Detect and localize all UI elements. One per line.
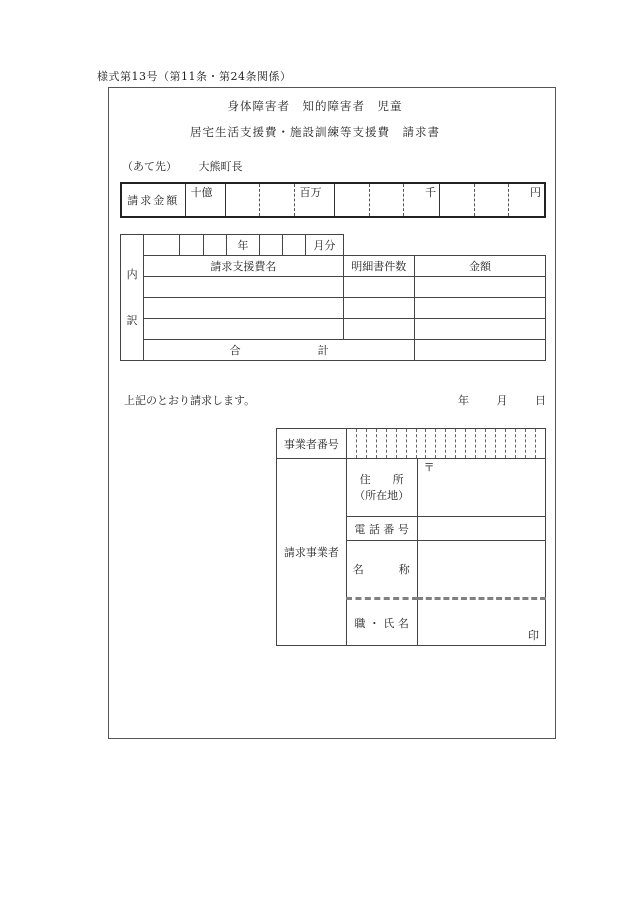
side-label-top: 内 — [126, 267, 138, 281]
year-label: 年 — [226, 235, 259, 256]
phone-label: 電 話 番 号 — [346, 517, 417, 541]
year-digit[interactable] — [203, 235, 226, 256]
amount-table — [120, 182, 546, 218]
unit-thousand: 千 — [404, 183, 440, 217]
unit-billion: 十億 — [185, 183, 225, 217]
row-amount-cell[interactable] — [415, 277, 546, 298]
total-right: 計 — [317, 344, 329, 357]
seal-mark: 印 — [528, 629, 539, 642]
operator-number-label: 事業者番号 — [277, 429, 347, 459]
row-name-cell[interactable] — [144, 319, 343, 340]
amount-digit[interactable] — [335, 183, 369, 217]
address-label: 住 所 — [359, 472, 404, 486]
form-number: 様式第13号（第11条・第24条関係） — [97, 70, 292, 83]
total-amount-cell[interactable] — [415, 340, 546, 361]
address-label-cell — [346, 459, 417, 517]
postal-mark: 〒 — [423, 461, 435, 474]
amount-digit[interactable] — [440, 183, 474, 217]
amount-digit[interactable] — [260, 183, 294, 217]
breakdown-side-label — [121, 235, 144, 361]
breakdown-table — [120, 234, 546, 361]
unit-yen: 円 — [509, 183, 545, 217]
amount-label: 請求金額 — [127, 194, 180, 207]
row-amount-cell[interactable] — [415, 298, 546, 319]
month-digit[interactable] — [283, 235, 306, 256]
title-line-1: 身体障害者 知的障害者 児童 — [227, 99, 403, 113]
phone-field[interactable] — [417, 517, 545, 541]
month-label: 月分 — [306, 235, 343, 256]
claimant-label: 請求事業者 — [277, 459, 347, 646]
position-name-field[interactable] — [417, 599, 545, 646]
total-label — [144, 340, 415, 361]
date-year: 年 — [458, 394, 469, 407]
row-name-cell[interactable] — [144, 298, 343, 319]
header-amount: 金額 — [415, 256, 546, 277]
addressee-name: 大熊町長 — [198, 160, 243, 173]
amount-digit[interactable] — [474, 183, 508, 217]
month-digit[interactable] — [259, 235, 282, 256]
year-digit[interactable] — [180, 235, 203, 256]
date-day: 日 — [535, 394, 546, 407]
title-line-2: 居宅生活支援費・施設訓練等支援費 請求書 — [190, 125, 440, 139]
addressee — [122, 158, 261, 174]
addressee-label: （あて先） — [122, 160, 177, 173]
amount-digit[interactable] — [225, 183, 259, 217]
row-count-cell[interactable] — [343, 298, 415, 319]
side-label-bottom: 訳 — [126, 313, 138, 327]
name-label-cell — [346, 541, 417, 599]
row-count-cell[interactable] — [343, 277, 415, 298]
date-month: 月 — [496, 394, 508, 407]
address-field[interactable] — [417, 459, 545, 517]
header-detail-count: 明細書件数 — [343, 256, 415, 277]
row-name-cell[interactable] — [144, 277, 343, 298]
unit-million: 百万 — [294, 183, 335, 217]
claim-date — [458, 392, 546, 408]
name-label-1: 名 — [352, 563, 364, 576]
operator-table — [276, 428, 546, 646]
year-digit[interactable] — [144, 235, 180, 256]
blank — [343, 235, 545, 256]
row-amount-cell[interactable] — [415, 319, 546, 340]
name-field[interactable] — [417, 541, 545, 599]
total-left: 合 — [229, 344, 241, 357]
header-name: 請求支援費名 — [144, 256, 343, 277]
amount-digit[interactable] — [369, 183, 403, 217]
position-label: 職 ・ 氏 名 — [346, 599, 417, 646]
address-sub-label: （所在地） — [354, 488, 410, 502]
name-label-2: 称 — [398, 563, 410, 576]
row-count-cell[interactable] — [343, 319, 415, 340]
claim-statement: 上記のとおり請求します。 — [124, 394, 256, 407]
operator-number-field[interactable] — [346, 429, 545, 459]
